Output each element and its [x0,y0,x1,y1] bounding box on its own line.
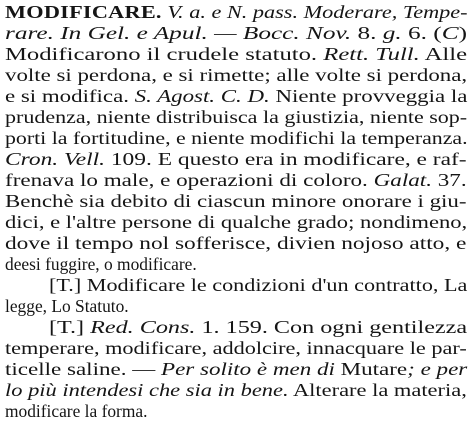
text-run: 109. E questo era in modificare, e raf- [104,149,467,169]
text-run: temperare, modificare, addolcire, innacquare le par- [5,338,467,358]
text-run: Niente provveggia la [269,86,468,106]
text-run: Galat. [373,170,432,190]
text-run: Benchè sia debito di ciascun minore onorare i giu- [5,191,467,211]
text-run: Rett. Tull. [323,44,420,64]
text-run: legge, Lo Statuto. [5,296,129,316]
text-run: V. a. e N. pass. Moderare, Tempe- [167,2,468,22]
text-run: C [441,23,459,43]
text-run: [T.] [49,317,91,337]
text-run: g. [382,23,402,43]
text-run: porti la fortitudine, e niente modifichi la temperanza. [5,128,468,148]
text-run: Alterare la materia, [288,380,467,400]
text-run: ; e per [407,359,468,379]
text-run: 37. [431,170,467,190]
text-run: modificare la forma. [5,401,148,421]
text-run: S. Agost. C. D. [134,86,270,106]
text-run: Cron. Vell. [5,149,105,169]
text-run: ) [458,23,467,43]
text-run: prudenza, niente distribuisca la giustizia, niente sop- [5,107,468,127]
text-run: rare. In Gel. e Apul. — Bocc. Nov. [5,23,352,43]
text-run: 1. 159. Con ogni gentilezza [195,317,468,337]
text-run: Modificarono il crudele statuto. [5,44,324,64]
text-run: Mutare [334,359,408,379]
text-run: Alle [419,44,468,64]
text-run: deesi fuggire, o modificare. [5,254,197,274]
text-run: lo più intendesi che sia in bene. [5,380,289,400]
text-run: e si modifica. [5,86,135,106]
text-run: 8. [351,23,383,43]
text-run: dove il tempo nol sofferisce, divien nojoso atto, e [5,233,467,253]
text-run: frenava lo male, e operazioni di coloro. [5,170,374,190]
text-run: [T.] Modificare le condizioni d'un contratto, La [49,275,468,295]
text-run: dici, e l'altre persone di qualche grado; nondimeno, [5,212,468,232]
text-run: volte si perdona, e si rimette; alle volte si perdona, [5,65,468,85]
entry-line [5,399,147,423]
text-run: ticelle saline. — [5,359,162,379]
text-run: Per solito è men di [161,359,335,379]
text-run: Red. Cons. [90,317,196,337]
headword: MODIFICARE. [5,2,162,22]
text-run: 6. ( [401,23,442,43]
